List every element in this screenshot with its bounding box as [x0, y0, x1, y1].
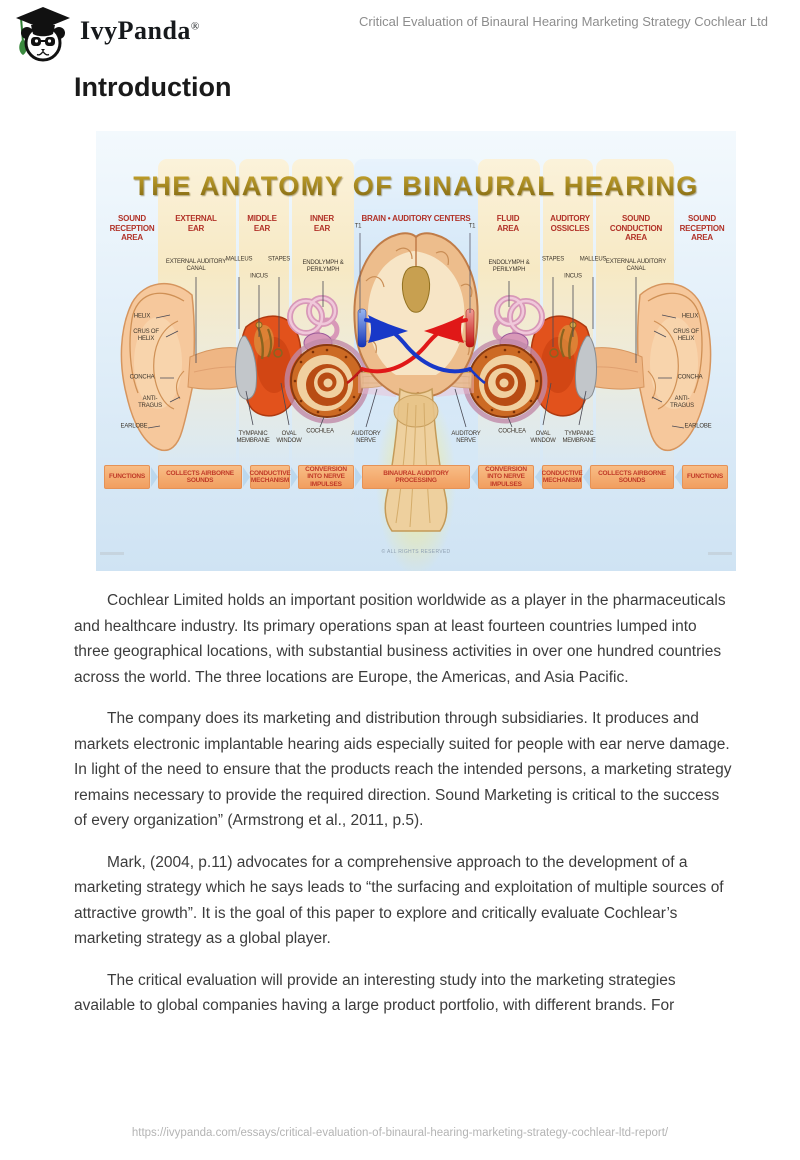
document-title: Critical Evaluation of Binaural Hearing Marketing Strategy Cochlear Ltd — [359, 14, 768, 29]
function-box-conductive-left: CONDUCTIVE MECHANISM — [250, 465, 290, 489]
label-t1-left: T1 — [354, 223, 362, 230]
function-box-binaural-processing: BINAURAL AUDITORY PROCESSING — [362, 465, 470, 489]
label-oval-window-left: OVAL WINDOW — [276, 431, 302, 444]
label-concha-right: CONCHA — [677, 374, 703, 381]
chevron-icon — [583, 467, 590, 487]
chevron-icon — [291, 467, 298, 487]
label-helix-left: HELIX — [133, 313, 151, 320]
label-incus-left: INCUS — [250, 273, 268, 280]
column-middle-ear: MIDDLE EAR — [247, 214, 277, 233]
label-external-auditory-canal-left: EXTERNAL AUDITORY CANAL — [165, 259, 227, 272]
label-external-auditory-canal-right: EXTERNAL AUDITORY CANAL — [605, 259, 667, 272]
chevron-icon — [151, 467, 158, 487]
label-anti-tragus-right: ANTI-TRAGUS — [670, 396, 694, 409]
function-box-collects-left: COLLECTS AIRBORNE SOUNDS — [158, 465, 242, 489]
column-external-ear: EXTERNAL EAR — [175, 214, 217, 233]
function-box-conversion-right: CONVERSION INTO NERVE IMPULSES — [478, 465, 534, 489]
function-box-functions-right: FUNCTIONS — [682, 465, 728, 489]
function-box-conversion-left: CONVERSION INTO NERVE IMPULSES — [298, 465, 354, 489]
label-malleus-left: MALLEUS — [225, 256, 253, 263]
paragraph-4: The critical evaluation will provide an interesting study into the marketing strategies available to global companies having a large product portfolio, with different brands. For — [74, 971, 676, 1014]
label-tympanic-membrane-left: TYMPANIC MEMBRANE — [236, 431, 270, 444]
anatomy-figure — [96, 131, 736, 571]
label-auditory-nerve-left: AUDITORY NERVE — [351, 431, 381, 444]
label-auditory-nerve-right: AUDITORY NERVE — [451, 431, 481, 444]
chevron-icon — [243, 467, 250, 487]
label-stapes-left: STAPES — [267, 256, 291, 263]
figure-credit-mark — [100, 552, 124, 555]
label-earlobe-left: EARLOBE — [120, 423, 148, 430]
chevron-icon — [355, 467, 362, 487]
label-tympanic-membrane-right: TYMPANIC MEMBRANE — [562, 431, 596, 444]
brand-name: IvyPanda® — [80, 16, 200, 45]
column-sound-reception-right: SOUND RECEPTION AREA — [679, 214, 725, 243]
column-inner-ear: INNER EAR — [310, 214, 334, 233]
column-fluid-area: FLUID AREA — [496, 214, 520, 233]
figure-credit-mark — [708, 552, 732, 555]
column-auditory-ossicles: AUDITORY OSSICLES — [550, 214, 590, 233]
label-crus-of-helix-right: CRUS OF HELIX — [673, 329, 699, 342]
figure-title: THE ANATOMY OF BINAURAL HEARING — [96, 171, 736, 202]
label-helix-right: HELIX — [681, 313, 699, 320]
label-crus-of-helix-left: CRUS OF HELIX — [133, 329, 159, 342]
label-stapes-right: STAPES — [541, 256, 565, 263]
label-concha-left: CONCHA — [129, 374, 155, 381]
label-oval-window-right: OVAL WINDOW — [530, 431, 556, 444]
column-sound-conduction: SOUND CONDUCTION AREA — [609, 214, 663, 243]
function-box-functions-left: FUNCTIONS — [104, 465, 150, 489]
registered-mark: ® — [190, 20, 200, 33]
label-anti-tragus-left: ANTI-TRAGUS — [138, 396, 162, 409]
chevron-icon — [535, 467, 542, 487]
label-endolymph-right: ENDOLYMPH & PERILYMPH — [488, 260, 530, 273]
paragraph-1: Cochlear Limited holds an important position worldwide as a player in the pharmaceuticals and healthcare industry. Its primary operations span at least fourteen countries lumped into three geographical locations, with substantial business activities in over one hundred countries across the world. The three locations are Europe, the Americas, and Asia Pacific. — [74, 592, 726, 686]
paragraph-3: Mark, (2004, p.11) advocates for a comprehensive approach to the development of a marketing strategy which he says leads to “the surfacing and exploitation of multiple sources of attractive growth”. It is the goal of this paper to explore and critically evaluate Cochlear’s marketing strategy as a global player. — [74, 853, 724, 947]
panda-logo-icon — [14, 6, 72, 62]
label-earlobe-right: EARLOBE — [684, 423, 712, 430]
label-endolymph-left: ENDOLYMPH & PERILYMPH — [302, 260, 344, 273]
function-box-conductive-right: CONDUCTIVE MECHANISM — [542, 465, 582, 489]
label-cochlea-left: COCHLEA — [306, 428, 334, 435]
paragraph-2: The company does its marketing and distribution through subsidiaries. It produces and markets electronic implantable hearing aids especially suited for people with ear nerve damage. In light of the need to ensure that the products reach the intended persons, a marketing strategy remains necessary to provide the required direction. Sound Marketing is critical to the success of every organization” (Armstrong et al., 2011, p.5). — [74, 710, 732, 829]
chevron-icon — [675, 467, 682, 487]
label-incus-right: INCUS — [564, 273, 582, 280]
column-brain-auditory-centers: BRAIN • AUDITORY CENTERS — [361, 214, 471, 223]
function-box-collects-right: COLLECTS AIRBORNE SOUNDS — [590, 465, 674, 489]
section-heading: Introduction — [74, 72, 232, 102]
article-body — [74, 588, 735, 1035]
column-sound-reception-left: SOUND RECEPTION AREA — [109, 214, 155, 243]
label-cochlea-right: COCHLEA — [498, 428, 526, 435]
label-t1-right: T1 — [468, 223, 476, 230]
figure-copyright: © ALL RIGHTS RESERVED — [381, 549, 451, 555]
chevron-icon — [471, 467, 478, 487]
source-url[interactable]: https://ivypanda.com/essays/critical-evaluation-of-binaural-hearing-marketing-strategy-cochlear-ltd-report/ — [131, 1127, 669, 1139]
label-malleus-right: MALLEUS — [579, 256, 607, 263]
